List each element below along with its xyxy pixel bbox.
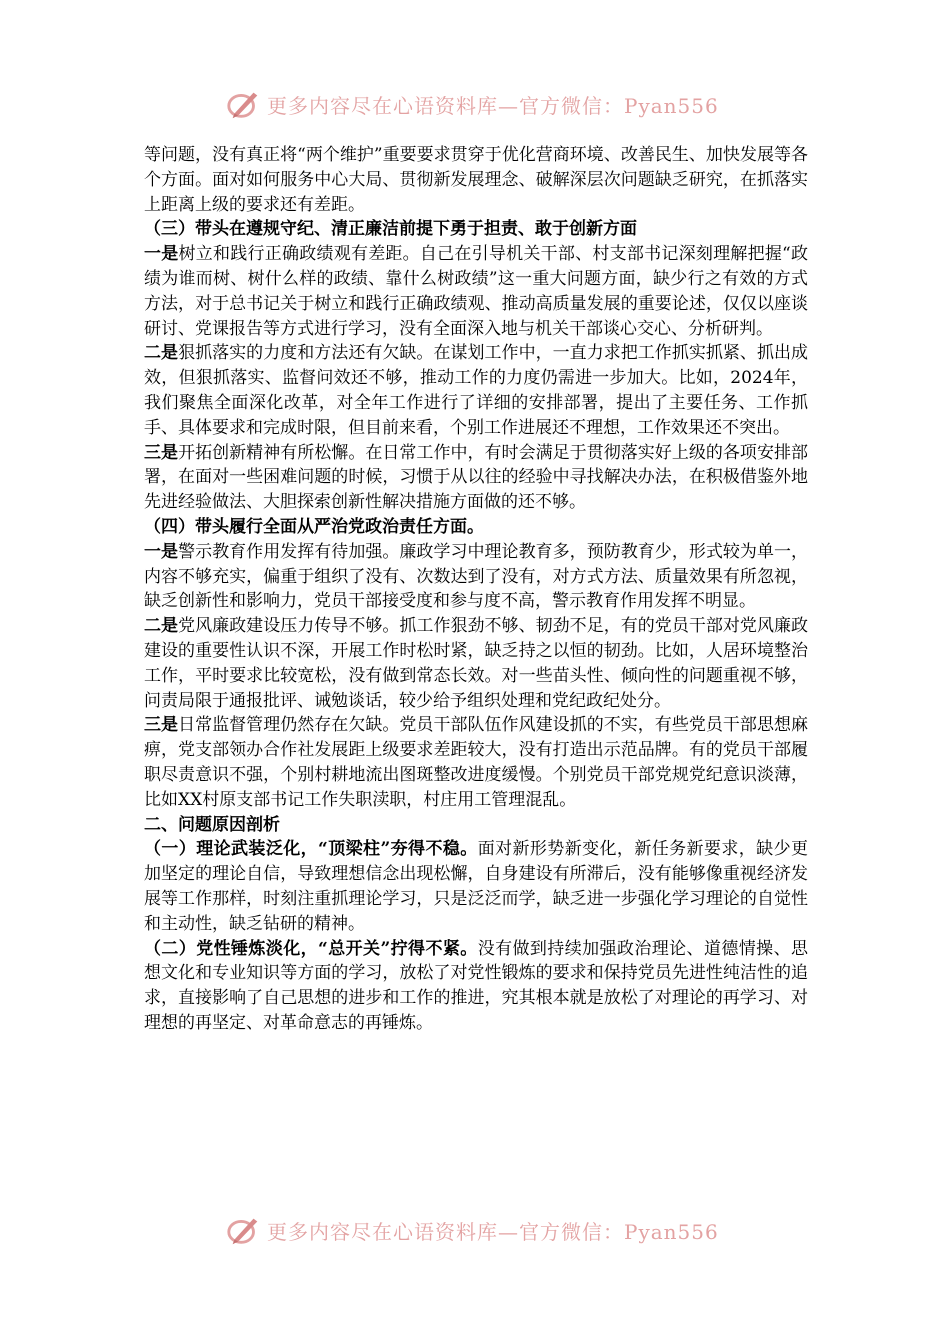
paragraph-lead: 三是 <box>144 715 179 736</box>
paragraph-text: 面对新形势新变化，新任务新要求，缺少更加坚定的理论自信，导致理想信念出现松懈，自身建设有所滞后，没有能够像重视经济发展等工作那样，时刻注重抓理论学习，只是泛泛而学，缺乏进一步强化学习理论的自觉性和主动性，缺乏钻研的精神。 <box>144 839 808 934</box>
paragraph-text: 树立和践行正确政绩观有差距。自己在引导机关干部、村支部书记深刻理解把握“政绩为谁而树、树什么样的政绩、靠什么树政绩”这一重大问题方面，缺少行之有效的方式方法，对于总书记关于树立和践行正确政绩观、推动高质量发展的重要论述，仅仅以座谈研讨、党课报告等方式进行学习，没有全面深入地与机关干部谈心交心、分析研判。 <box>144 244 808 339</box>
watermark-banner-top <box>225 84 745 124</box>
body-paragraph <box>144 713 808 812</box>
paragraph-lead: 一是 <box>144 244 179 265</box>
paragraph-lead: 一是 <box>144 541 179 562</box>
paragraph-text: 日常监督管理仍然存在欠缺。党员干部队伍作风建设抓的不实，有些党员干部思想麻痹，党支部领办合作社发展距上级要求差距较大，没有打造出示范品牌。有的党员干部履职尽责意识不强，个别村耕地流出图斑整改进度缓慢。个别党员干部党规党纪意识淡薄，比如XX村原支部书记工作失职渎职，村庄用工管理混乱。 <box>144 715 809 810</box>
paragraph-lead: （一）理论武装泛化，“顶梁柱”夯得不稳。 <box>144 839 478 860</box>
body-paragraph <box>144 937 808 1036</box>
section-heading: （三）带头在遵规守纪、清正廉洁前提下勇于担责、敢于创新方面 <box>144 219 637 240</box>
body-paragraph <box>144 143 808 217</box>
paragraph-lead: 二是 <box>144 343 179 364</box>
pen-logo-icon <box>225 85 263 123</box>
paragraph-text: 狠抓落实的力度和方法还有欠缺。在谋划工作中，一直力求把工作抓实抓紧、抓出成效，但狠抓落实、监督问效还不够，推动工作的力度仍需进一步加大。比如，2024年，我们聚焦全面深化改革，对全年工作进行了详细的安排部署，提出了主要任务、工作抓手、具体要求和完成时限，但目前来看，个别工作进展还不理想，工作效果还不突出。 <box>144 343 809 438</box>
section-heading: 二、问题原因剖析 <box>144 814 280 835</box>
body-paragraph <box>144 540 808 614</box>
body-paragraph <box>144 242 808 341</box>
paragraph-lead: （二）党性锤炼淡化，“总开关”拧得不紧。 <box>144 938 478 959</box>
body-paragraph <box>144 341 808 440</box>
paragraph-lead: 三是 <box>144 442 179 463</box>
paragraph-text: 等问题，没有真正将“两个维护”重要要求贯穿于优化营商环境、改善民生、加快发展等各个方面。面对如何服务中心大局、贯彻新发展理念、破解深层次问题缺乏研究，在抓落实上距离上级的要求还有差距。 <box>144 145 808 215</box>
watermark-text: 更多内容尽在心语资料库—官方微信：Pyan556 <box>267 93 719 118</box>
section-heading: （四）带头履行全面从严治党政治责任方面。 <box>144 516 484 537</box>
body-paragraph <box>144 441 808 515</box>
paragraph-text: 开拓创新精神有所松懈。在日常工作中，有时会满足于贯彻落实好上级的各项安排部署，在面对一些困难问题的时候，习惯于从以往的经验中寻找解决办法，在积极借鉴外地先进经验做法、大胆探索创新性解决措施方面做的还不够。 <box>144 442 809 513</box>
document-body <box>144 143 808 1036</box>
watermark-text: 更多内容尽在心语资料库—官方微信：Pyan556 <box>267 1219 719 1244</box>
pen-logo-icon <box>225 1211 263 1249</box>
body-paragraph <box>144 614 808 713</box>
paragraph-text: 党风廉政建设压力传导不够。抓工作狠劲不够、韧劲不足，有的党员干部对党风廉政建设的重要性认识不深，开展工作时松时紧，缺乏持之以恒的韧劲。比如，人居环境整治工作，平时要求比较宽松，没有做到常态长效。对一些苗头性、倾向性的问题重视不够，问责局限于通报批评、诫勉谈话，较少给予组织处理和党纪政纪处分。 <box>144 616 809 711</box>
paragraph-text: 警示教育作用发挥有待加强。廉政学习中理论教育多，预防教育少，形式较为单一，内容不够充实，偏重于组织了没有、次数达到了没有，对方式方法、质量效果有所忽视，缺乏创新性和影响力，党员干部接受度和参与度不高，警示教育作用发挥不明显。 <box>144 541 809 612</box>
watermark-banner-bottom <box>225 1210 745 1250</box>
paragraph-lead: 二是 <box>144 616 179 637</box>
body-paragraph <box>144 837 808 936</box>
paragraph-text: 没有做到持续加强政治理论、道德情操、思想文化和专业知识等方面的学习，放松了对党性锻炼的要求和保持党员先进性纯洁性的追求，直接影响了自己思想的进步和工作的推进，究其根本就是放松了对理论的再学习、对理想的再坚定、对革命意志的再锤炼。 <box>144 938 808 1033</box>
